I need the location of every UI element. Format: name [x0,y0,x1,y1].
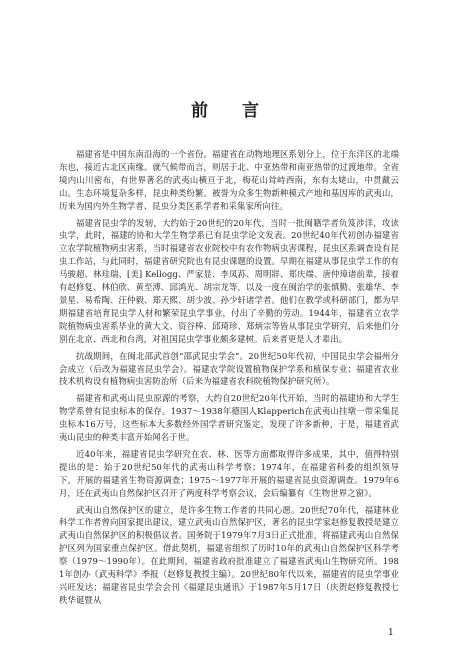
paragraph: 抗战期间，在闽北邵武首创“邵武昆虫学会”。20世纪50年代初，中国昆虫学会福州分会成立（后改为福建省昆虫学会）。福建农学院设置植物保护学系和植保专业；福建省农业技术机构设有植物病虫害防治所（后来为福建省农科院植物保护研究所）。 [59,350,399,387]
page-number: 1 [388,628,394,638]
body-text [59,148,399,611]
paragraph: 武夷山自然保护区的建立，是许多生物工作者的共同心愿。20世纪70年代，福建林业科学工作者曾向国家提出建议，建立武夷山自然保护区，著名的昆虫学家赵修复教授是建立武夷山自然保护区的积极倡议者。国务院于1979年7月3日正式批准，将福建武夷山自然保护区列为国家重点保护区。借此契机，福建省组织了历时10年的武夷山自然保护区科学考察（1979～1990年）。在此期间，福建省政府批准建立了福建省武夷山生物研究所。1981年创办《武夷科学》季报（赵修复教授主编）。20世纪80年代以来，福建省的昆虫学事业兴旺发达；福建省昆虫学会会刊《福建昆虫通讯》于1987年5月17日（庆贺赵修复教授七秩华诞暨从 [59,504,399,605]
paragraph: 近40年来，福建省昆虫学研究在农、林、医等方面都取得许多成果，其中，值得特别提出的是：始于20世纪50年代的武夷山科学考察；1974年，在福建省科委的组织领导下，开展的福建省生物资源调查；1975～1977年开展的福建省昆虫资源调查。1979年6月，还在武夷山自然保护区召开了两度科学考察会议，会后编纂有《生物世界之窗》。 [59,448,399,498]
paragraph: 福建省和武夷山昆虫原源的考察，大约自20世纪20年代开始，当时的福建协和大学生物学系曾有昆虫标本的保存。1937～1938年德国人Klapperich在武夷山挂墩一带采集昆虫标本16万号，这些标本大多数经外国学者研究鉴定，发现了许多新种，于是，福建省武夷山昆虫的种类丰富开始闻名于世。 [59,393,399,443]
paragraph: 福建省是中国东南沿海的一个省份。福建省在动物地理区系划分上，位于东洋区的北端东也，接近古北区南缘。就气候带而言，则居于北、中亚热带和南亚热带的过渡地带。全省境内山川密布，有世界著名的武夷山横亘于北，梅花山耸峙西南，东有太姥山，中贯戴云山。生态环境复杂多样，昆虫种类纷繁。被誉为众多生物新种模式产地和基因库的武夷山，历来为国内外生物学者、昆虫分类区系学者和采集家所向往。 [59,149,399,211]
paragraph: 福建省昆虫学的发轫，大约始于20世纪的20年代，当时一批闽籍学者负笈涉洋，攻读虫学，此时，福建的协和大学生物学系已有昆虫学论文发表。20世纪40年代初创办福建省立农学院植物病虫害系，当时福建省农业院校中有农作物病虫害课程，昆虫区系调查设有昆虫工作站，与此同时，福建省研究院也有昆虫课题的设置。早期在福建从事昆虫学工作的有马骏超、林珪瑞、[美] Kellogg、严家显、李凤荪、周明牂、郑庆端、唐仲璋诸前辈，接着有赵修复、林伯欣、黄至溥、邱鸿光、胡宗龙等，以及一度在闽治学的张慎勤、张雄华、李景星、易希陶、汪仲毅、郑天熙、胡少波、孙少轩诸学者。他们在教学或科研部门，都为早期福建省培育昆虫学人材和繁荣昆虫学事业，付出了辛勤的劳动。1944年，福建省立农学院植物病虫害系毕业的黄大文、资谷棒、邱琦珍、郑炳宗等皆从事昆虫学研究，后来他们分别在北京、西北和台湾，对祖国昆虫学事业颇多建树。后来者更是人才辈出。 [59,217,399,344]
page-title: 前 言 [191,101,273,121]
